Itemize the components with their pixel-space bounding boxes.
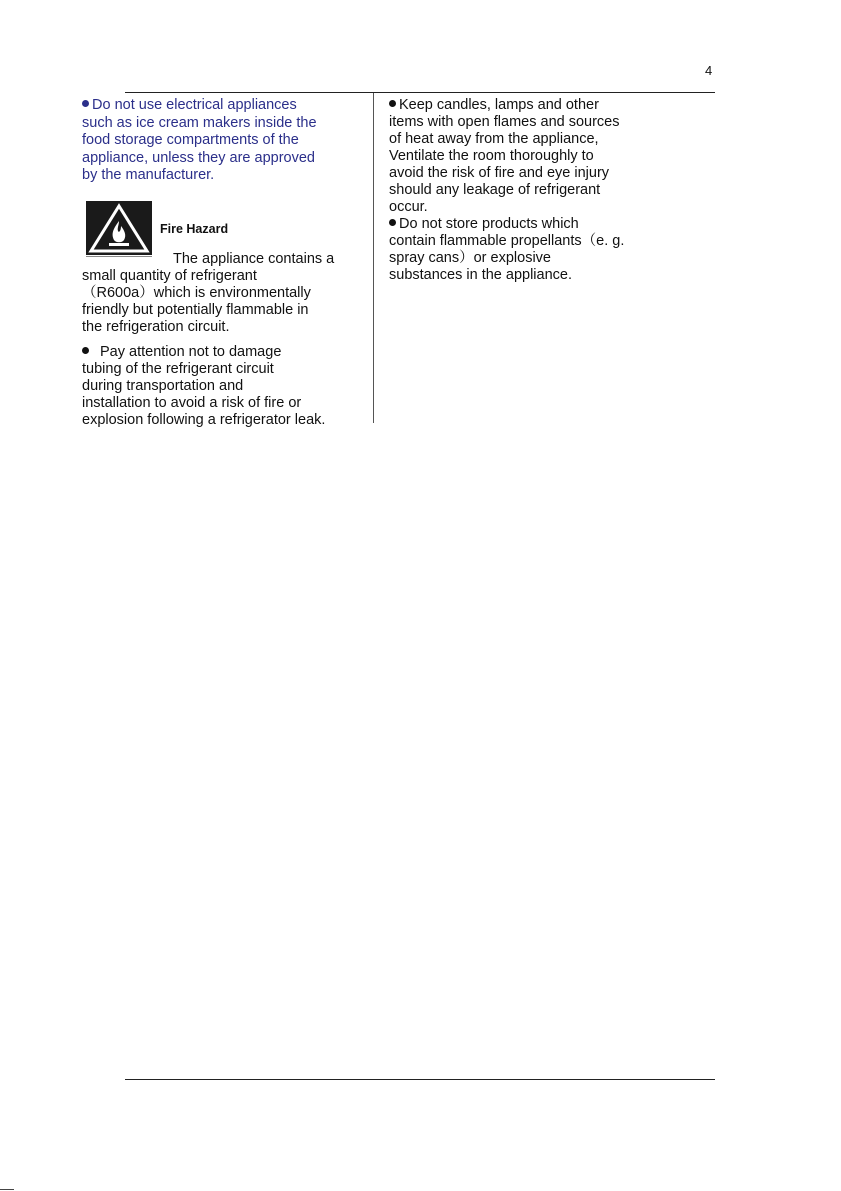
text-line: Pay attention not to damage — [82, 344, 374, 361]
text-line: The appliance contains a — [173, 251, 335, 267]
text-line: spray cans）or explosive — [389, 250, 551, 266]
text-line: food storage compartments of the — [82, 132, 299, 148]
text-line: contain flammable propellants（e. g. — [389, 233, 625, 249]
bullet-icon — [82, 347, 89, 354]
text-line: Ventilate the room thoroughly to — [389, 148, 594, 164]
text-line: during transportation and — [82, 378, 244, 394]
fire-hazard-text — [82, 251, 374, 336]
flammable-warning-icon — [86, 201, 152, 257]
text-line: appliance, unless they are approved — [82, 149, 315, 166]
text-line: items with open flames and sources — [389, 114, 620, 130]
text-line: （R600a）which is environmentally — [82, 285, 311, 301]
open-flame-warning — [389, 97, 689, 284]
fire-hazard-title: Fire Hazard — [160, 222, 229, 236]
bullet-icon — [389, 219, 396, 226]
text-line: Keep candles, lamps and other — [389, 97, 689, 114]
text-line: small quantity of refrigerant — [82, 268, 257, 284]
bullet-icon — [389, 100, 396, 107]
header-rule — [125, 92, 715, 93]
footer-rule — [125, 1079, 715, 1080]
page-number: 4 — [705, 63, 713, 78]
text-line: explosion following a refrigerator leak. — [82, 412, 326, 428]
text-line: installation to avoid a risk of fire or — [82, 395, 302, 411]
bullet-icon — [82, 100, 89, 107]
text-line: friendly but potentially flammable in — [82, 302, 309, 318]
text-line: should any leakage of refrigerant — [389, 182, 601, 198]
text-line: Do not store products which — [389, 216, 689, 233]
text-line: tubing of the refrigerant circuit — [82, 361, 274, 377]
electrical-appliances-warning — [82, 97, 372, 185]
corner-mark — [0, 1189, 14, 1190]
text-line: avoid the risk of fire and eye injury — [389, 165, 610, 181]
text-line: by the manufacturer. — [82, 167, 215, 183]
text-line: the refrigeration circuit. — [82, 319, 230, 335]
text-line: Do not use electrical appliances — [82, 97, 372, 115]
text-line: of heat away from the appliance, — [389, 131, 599, 147]
text-line: such as ice cream makers inside the — [82, 114, 317, 131]
transport-damage-warning — [82, 344, 374, 429]
text-line: occur. — [389, 199, 428, 215]
text-line: substances in the appliance. — [389, 267, 572, 283]
